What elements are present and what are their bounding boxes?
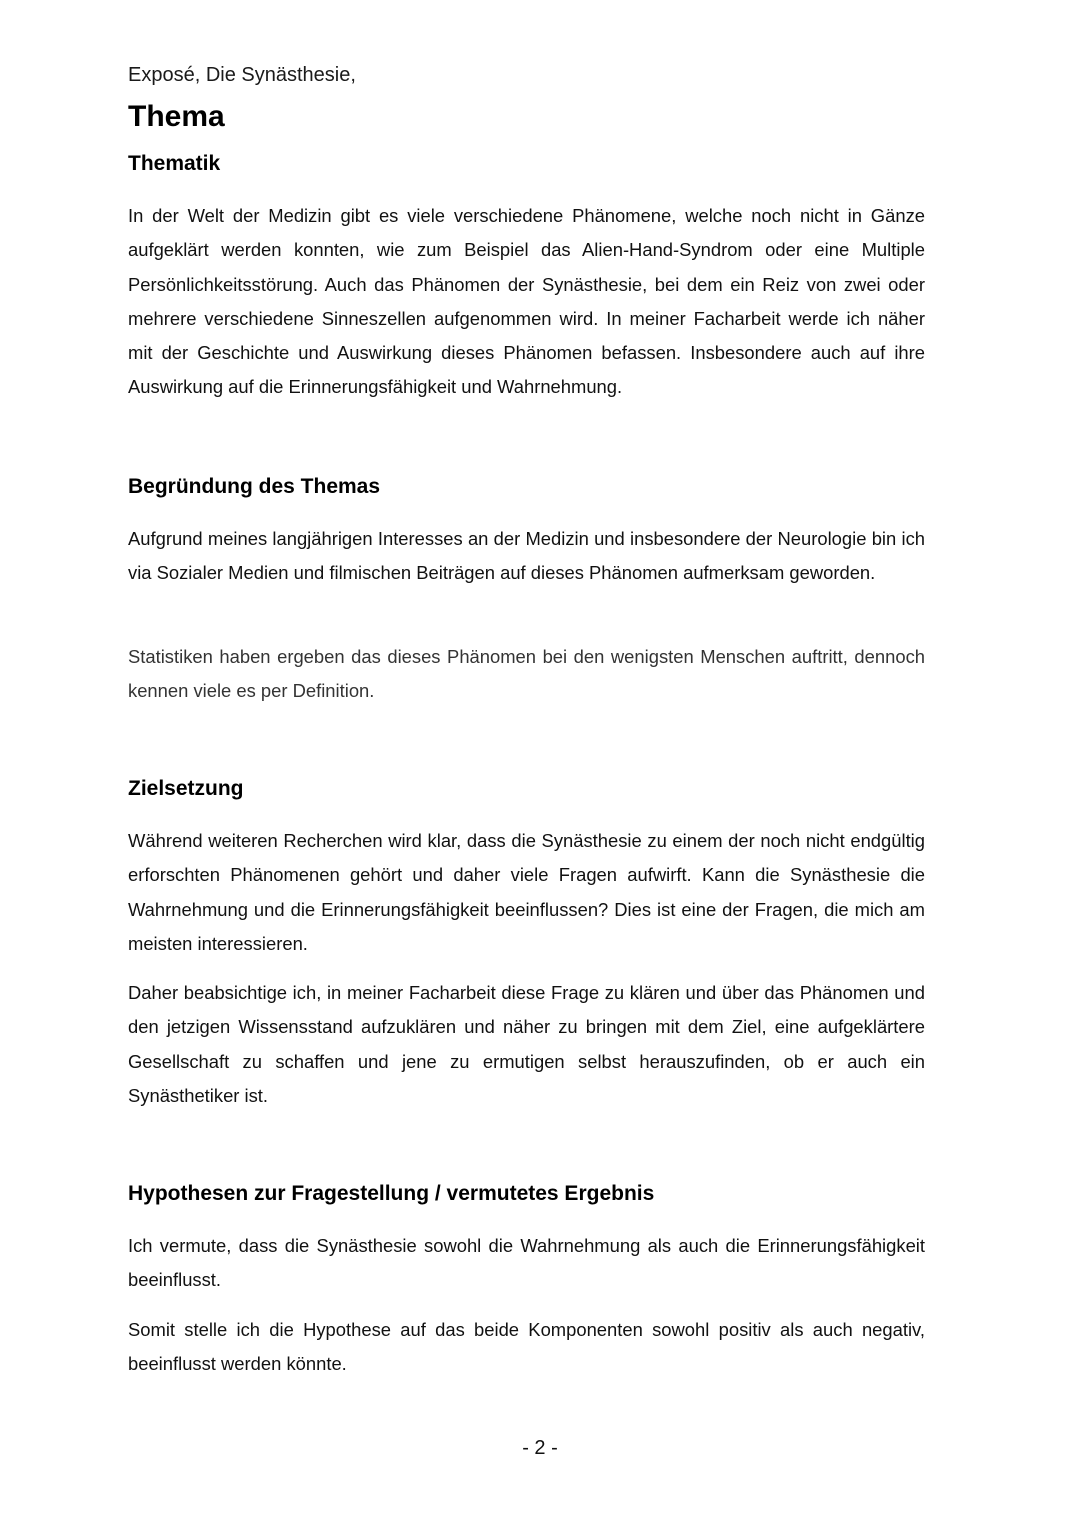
page-title: Thema [128,100,225,133]
document-header: Exposé, Die Synästhesie, [128,64,356,86]
page-number: - 2 - [522,1437,558,1459]
paragraph-hypothesen-1: Ich vermute, dass die Synästhesie sowohl die Wahrnehmung als auch die Erinnerungsfähigkeit beeinflusst. [128,1235,925,1291]
paragraph-zielsetzung-2: Daher beabsichtige ich, in meiner Facharbeit diese Frage zu klären und über das Phänomen und den jetzigen Wissensstand aufzuklären und näher zu bringen mit dem Ziel, eine aufgeklärtere Gesellschaft zu schaffen und jene zu ermutigen selbst herauszufinden, ob er auch ein Synästhetiker ist. [128,982,925,1106]
heading-hypothesen: Hypothesen zur Fragestellung / vermutetes Ergebnis [128,1182,655,1205]
paragraph-begruendung-1: Aufgrund meines langjährigen Interesses an der Medizin und insbesondere der Neurologie bin ich via Sozialer Medien und filmischen Beiträgen auf dieses Phänomen aufmerksam geworden. [128,528,925,584]
heading-zielsetzung: Zielsetzung [128,777,244,800]
paragraph-zielsetzung-1: Während weiteren Recherchen wird klar, dass die Synästhesie zu einem der noch nicht endgültig erforschten Phänomenen gehört und daher viele Fragen aufwirft. Kann die Synästhesie die Wahrnehmung und die Erinnerungsfähigkeit beeinflussen? Dies ist eine der Fragen, die mich am meisten interessieren. [128,830,925,954]
heading-thematik: Thematik [128,152,221,175]
paragraph-begruendung-2: Statistiken haben ergeben das dieses Phänomen bei den wenigsten Menschen auftritt, dennoch kennen viele es per Definition. [128,646,925,702]
paragraph-thematik-1: In der Welt der Medizin gibt es viele verschiedene Phänomene, welche noch nicht in Gänze aufgeklärt werden konnten, wie zum Beispiel das Alien-Hand-Syndrom oder eine Multiple Persönlichkeitsstörung. Auch das Phänomen der Synästhesie, bei dem ein Reiz von zwei oder mehrere verschiedene Sinneszellen aufgenommen wird. In meiner Facharbeit werde ich näher mit der Geschichte und Auswirkung dieses Phänomen befassen. Insbesondere auch auf ihre Auswirkung auf die Erinnerungsfähigkeit und Wahrnehmung. [128,205,925,398]
heading-begruendung: Begründung des Themas [128,475,381,498]
paragraph-hypothesen-2: Somit stelle ich die Hypothese auf das beide Komponenten sowohl positiv als auch negativ, beeinflusst werden könnte. [128,1319,925,1375]
